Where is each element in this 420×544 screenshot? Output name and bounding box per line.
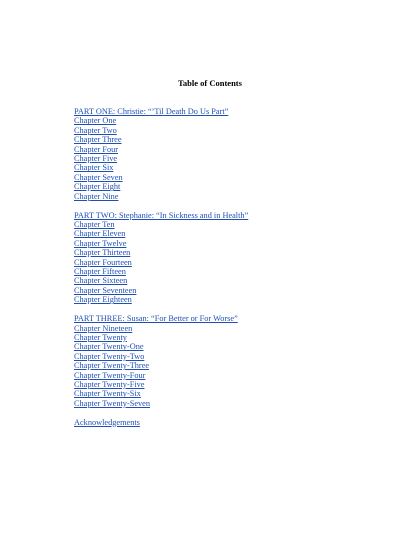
part-heading-link[interactable]: PART TWO: Stephanie: “In Sickness and in Health” [74,210,249,220]
chapter-link[interactable]: Chapter Twenty-Seven [74,398,150,408]
chapter-link[interactable]: Chapter One [74,116,117,126]
chapter-link[interactable]: Chapter Eleven [74,229,126,239]
part-heading-link[interactable]: PART ONE: Christie: “’Til Death Do Us Part” [74,107,229,116]
toc-section-part-two [74,211,394,305]
chapter-link[interactable]: Chapter Twenty [74,332,127,342]
chapter-link[interactable]: Chapter Twenty-Five [74,379,145,389]
chapter-link[interactable]: Chapter Fourteen [74,257,132,267]
table-of-contents [74,107,394,437]
acknowledgements-link[interactable]: Acknowledgements [74,417,140,427]
chapter-link[interactable]: Chapter Eighteen [74,295,132,305]
chapter-link[interactable]: Chapter Twenty-Four [74,370,146,380]
chapter-link[interactable]: Chapter Fifteen [74,267,126,276]
chapter-link[interactable]: Chapter Sixteen [74,276,128,286]
chapter-link[interactable]: Chapter Seventeen [74,285,137,295]
chapter-link[interactable]: Chapter Eight [74,182,121,192]
chapter-link[interactable]: Chapter Three [74,135,122,145]
toc-section-part-one [74,107,394,201]
chapter-link[interactable]: Chapter Five [74,154,118,164]
chapter-link[interactable]: Chapter Seven [74,172,123,182]
chapter-link[interactable]: Chapter Ten [74,219,115,229]
part-heading-link[interactable]: PART THREE: Susan: “For Better or For Worse” [74,314,238,324]
toc-title: Table of Contents [178,78,242,88]
chapter-link[interactable]: Chapter Nineteen [74,323,133,333]
chapter-link[interactable]: Chapter Six [74,163,114,173]
chapter-link[interactable]: Chapter Two [74,125,117,135]
toc-section-part-three [74,314,394,408]
chapter-link[interactable]: Chapter Twelve [74,238,127,248]
chapter-link[interactable]: Chapter Twenty-One [74,342,144,352]
chapter-link[interactable]: Chapter Nine [74,191,119,201]
chapter-link[interactable]: Chapter Twenty-Two [74,351,145,361]
chapter-link[interactable]: Chapter Twenty-Three [74,361,150,371]
chapter-link[interactable]: Chapter Twenty-Six [74,389,141,399]
chapter-link[interactable]: Chapter Four [74,144,119,154]
chapter-link[interactable]: Chapter Thirteen [74,248,131,258]
toc-section-back-matter [74,418,394,427]
